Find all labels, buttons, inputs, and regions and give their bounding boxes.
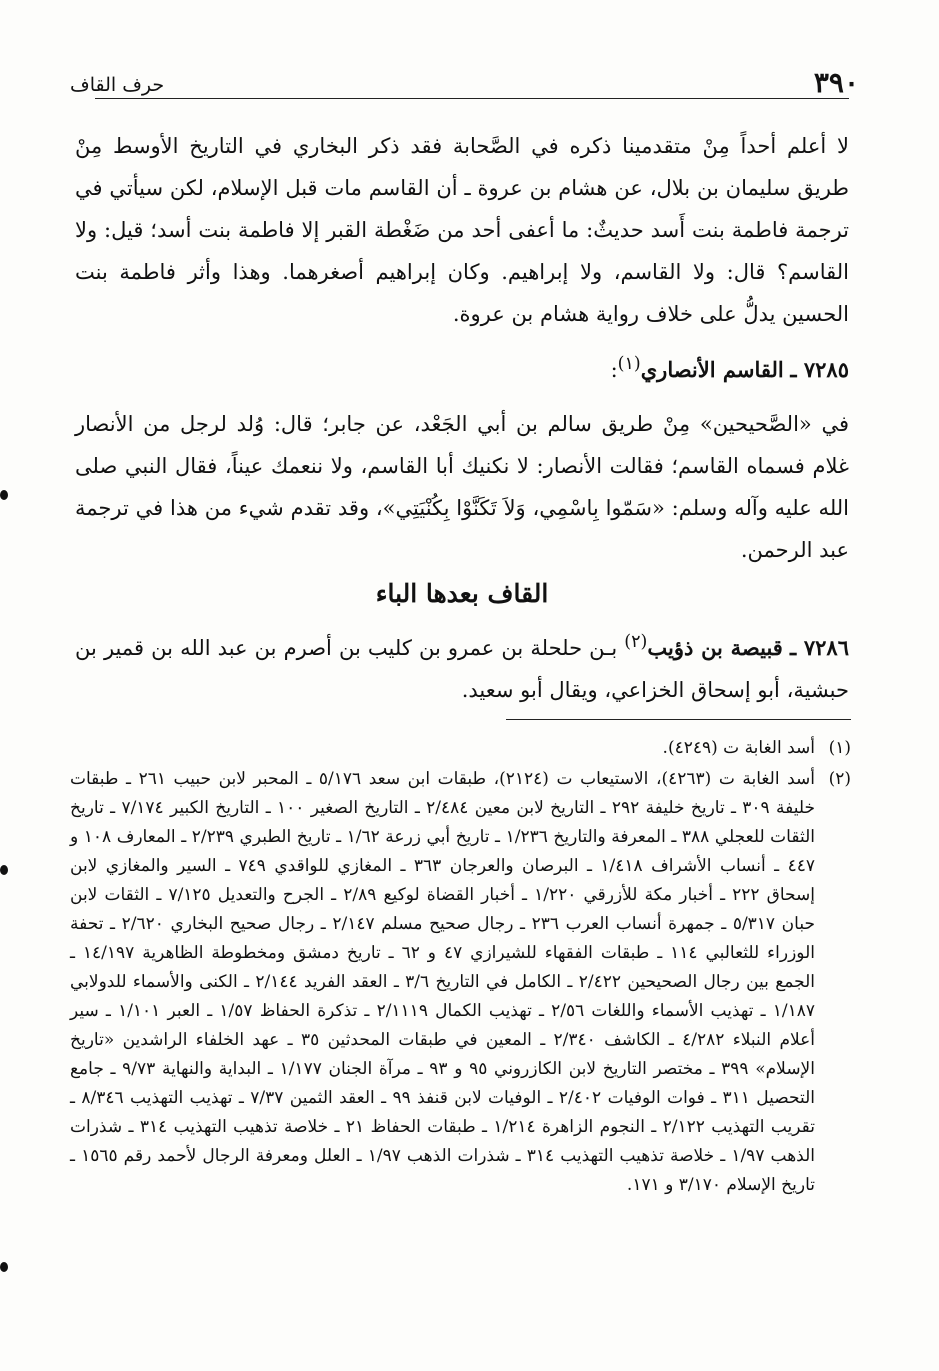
scan-edge-mark [0, 490, 8, 500]
footnote-rule [506, 719, 851, 720]
entry-heading-7285 [75, 343, 849, 391]
entry-number: ٧٢٨٥ ـ [790, 357, 849, 382]
section-heading: القاف بعدها الباء [375, 579, 549, 608]
entry-text-7285: في «الصَّحيحين» مِنْ طريق سالم بن أبي الجَعْد، عن جابر؛ قال: وُلد لرجل من الأنصار غلام فسماه القاسم؛ فقالت الأنصار: لا نكنيك أبا القاسم، ولا ننعمك عيناً، فقال النبي صلى الله عليه وآله وسلم: «سَمّوا بِاسْمِي، وَلاَ تَكَنَّوْا بِكُنْيَتِي»، وقد تقدم شيء من هذا في ترجمة عبد الرحمن. [75, 412, 849, 562]
entry-name: قبيصة بن ذؤيب [647, 635, 783, 660]
scan-edge-mark [0, 865, 8, 875]
paragraph-intro: لا أعلم أحداً مِنْ متقدمينا ذكره في الصَّحابة فقد ذكر البخاري في التاريخ الأوسط مِنْ طريق سليمان بن بلال، عن هشام بن عروة ـ أن القاسم مات قبل الإسلام، لكن سيأتي في ترجمة فاطمة بنت أَسد حديثٌ: ما أعفى أحد من ضَغْطة القبر إلا فاطمة بنت أسد؛ قيل: ولا القاسم؟ قال: ولا القاسم، ولا إبراهيم. وكان إبراهيم أصغرهما. وهذا وأثر فاطمة بنت الحسين يدلُّ على خلاف رواية هشام بن عروة. [75, 134, 849, 326]
main-text [75, 125, 849, 711]
scan-edge-mark [0, 1262, 8, 1272]
header-rule [95, 98, 849, 99]
footnote-marker: (١) [828, 738, 851, 758]
footnote-ref: (٢) [624, 632, 648, 652]
footnotes [70, 734, 851, 1200]
footnote-1 [70, 734, 851, 763]
entry-number: ٧٢٨٦ ـ [789, 635, 849, 660]
entry-text: بـن حلحلة بن عمرو بن كليب بن أصرم بن عبد الله بن قمير بن حبشية، أبو إسحاق الخزاعي، ويقال أبو سعيد. [75, 636, 849, 702]
footnote-text: أسد الغابة ت (٤٢٦٣)، الاستيعاب ت (٢١٢٤)، طبقات ابن سعد ٥/١٧٦ ـ المحبر لابن حبيب ٢٦١ ـ طبقات خليفة ٣٠٩ ـ تاريخ خليفة ٢٩٢ ـ التاريخ لابن معين ٢/٤٨٤ ـ التاريخ الصغير ١٠٠ ـ التاريخ الكبير ٧/١٧٤ ـ تاريخ الثقات للعجلي ٣٨٨ ـ المعرفة والتاريخ ١/٢٣٦ ـ تاريخ أبي زرعة ١/٦٢ ـ تاريخ الطبري ٢/٢٣٩ ـ المعارف ١٠٨ و ٤٤٧ ـ أنساب الأشراف ١/٤١٨ ـ البرصان والعرجان ٣٦٣ ـ المغازي للواقدي ٧٤٩ ـ السير والمغازي لابن إسحاق ٢٢٢ ـ أخبار مكة للأزرقي ١/٢٢٠ ـ أخبار القضاة لوكيع ٢/٨٩ ـ الجرح والتعديل ٧/١٢٥ ـ الثقات لابن حبان ٥/٣١٧ ـ جمهرة أنساب العرب ٢٣٦ ـ رجال صحيح مسلم ٢/١٤٧ ـ رجال صحيح البخاري ٢/٦٢٠ ـ تحفة الوزراء للثعالبي ١١٤ ـ طبقات الفقهاء للشيرازي ٤٧ و ٦٢ ـ تاريخ دمشق ومخطوطة الظاهرية ١٤/١٩٧ ـ الجمع بين رجال الصحيحين ٢/٤٢٢ ـ الكامل في التاريخ ٣/٦ ـ العقد الفريد ٢/١٤٤ ـ الكنى والأسماء للدولابي ١/١٨٧ ـ تهذيب الأسماء واللغات ٢/٥٦ ـ تهذيب الكمال ٢/١١١٩ ـ تذكرة الحفاظ ١/٥٧ ـ العبر ١/١٠١ ـ سير أعلام النبلاء ٤/٢٨٢ ـ الكاشف ٢/٣٤٠ ـ المعين في طبقات المحدثين ٣٥ ـ عهد الخلفاء الراشدين «تاريخ الإسلام» ٣٩٩ ـ مختصر التاريخ لابن الكازروني ٩٥ و ٩٣ ـ مرآة الجنان ١/١٧٧ ـ البداية والنهاية ٩/٧٣ ـ جامع التحصيل ٣١١ ـ فوات الوفيات ٢/٤٠٢ ـ الوفيات لابن قنفذ ٩٩ ـ العقد الثمين ٧/٣٧ ـ تهذيب التهذيب ٨/٣٤٦ ـ تقريب التهذيب ٢/١٢٢ ـ النجوم الزاهرة ١/٢١٤ ـ طبقات الحفاظ ٢١ ـ خلاصة تذهيب التهذيب ٣١٤ ـ شذرات الذهب ١/٩٧ ـ خلاصة تذهيب التهذيب ٣١٤ ـ شذرات الذهب ١/٩٧ ـ العلل ومعرفة الرجال لأحمد رقم ١٥٦٥ ـ تاريخ الإسلام ٣/١٧٠ و ١٧١. [70, 769, 816, 1195]
footnote-ref: (١) [617, 354, 641, 374]
entry-7286 [75, 621, 849, 711]
page-header [70, 66, 859, 106]
page-number: ٣٩٠ [813, 66, 859, 99]
running-title: حرف القاف [70, 74, 165, 96]
footnote-text: أسد الغابة ت (٤٢٤٩). [662, 738, 815, 758]
entry-name: القاسم الأنصاري [640, 357, 784, 382]
entry-suffix: : [610, 358, 618, 382]
footnote-marker: (٢) [828, 769, 851, 789]
footnote-2 [70, 765, 851, 1200]
